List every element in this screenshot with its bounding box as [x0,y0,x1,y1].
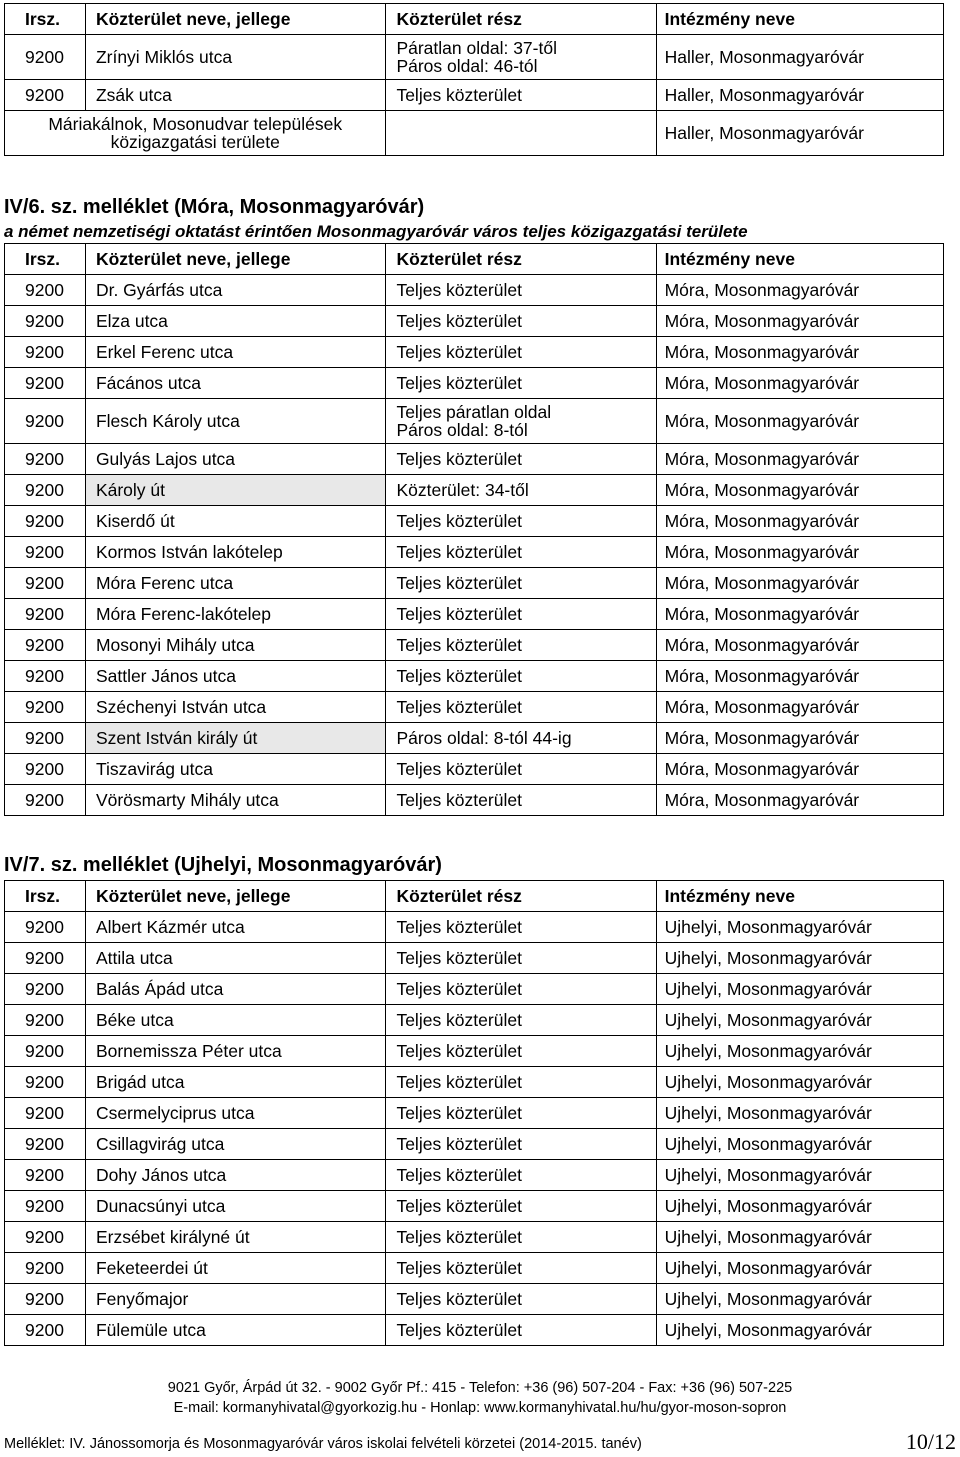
cell-street: Vörösmarty Mihály utca [85,785,386,816]
column-header: Intézmény neve [656,881,943,912]
cell-institution: Móra, Mosonmagyaróvár [656,306,943,337]
cell-street: Flesch Károly utca [85,399,386,444]
table-row [5,306,944,337]
cell-institution: Ujhelyi, Mosonmagyaróvár [656,1284,943,1315]
cell-irsz: 9200 [5,35,86,80]
table-row [5,1067,944,1098]
cell-part-line: Páros oldal: 8-tól [396,420,528,440]
cell-part: Teljes közterület [386,1005,656,1036]
cell-part [386,35,656,80]
column-header: Irsz. [5,244,86,275]
cell-institution: Haller, Mosonmagyaróvár [656,80,943,111]
cell-part: Teljes közterület [386,630,656,661]
cell-institution: Móra, Mosonmagyaróvár [656,630,943,661]
cell-part: Teljes közterület [386,80,656,111]
cell-street [5,111,386,156]
cell-irsz: 9200 [5,723,86,754]
cell-part: Teljes közterület [386,785,656,816]
cell-institution: Ujhelyi, Mosonmagyaróvár [656,912,943,943]
cell-irsz: 9200 [5,568,86,599]
table-row [5,506,944,537]
column-header: Irsz. [5,4,86,35]
column-header: Irsz. [5,881,86,912]
cell-institution: Ujhelyi, Mosonmagyaróvár [656,1067,943,1098]
table-row [5,1036,944,1067]
cell-street: Attila utca [85,943,386,974]
cell-street: Sattler János utca [85,661,386,692]
cell-institution: Ujhelyi, Mosonmagyaróvár [656,1315,943,1346]
table-header-row [5,244,944,275]
column-header: Közterület neve, jellege [85,881,386,912]
cell-institution: Móra, Mosonmagyaróvár [656,275,943,306]
cell-part-line: Teljes páratlan oldal [396,402,552,422]
section-subtitle-mora: a német nemzetiségi oktatást érintően Mosonmagyaróvár város teljes közigazgatási területe [4,222,748,241]
cell-street: Erkel Ferenc utca [85,337,386,368]
table-row [5,80,944,111]
cell-street: Dr. Gyárfás utca [85,275,386,306]
cell-irsz: 9200 [5,1191,86,1222]
column-header: Intézmény neve [656,4,943,35]
cell-part-line: Páros oldal: 46-tól [396,56,538,76]
table-row [5,1160,944,1191]
cell-irsz: 9200 [5,475,86,506]
cell-institution: Móra, Mosonmagyaróvár [656,661,943,692]
cell-irsz: 9200 [5,506,86,537]
cell-street: Dohy János utca [85,1160,386,1191]
cell-institution: Ujhelyi, Mosonmagyaróvár [656,1098,943,1129]
cell-part: Teljes közterület [386,1315,656,1346]
cell-irsz: 9200 [5,912,86,943]
cell-part: Teljes közterület [386,912,656,943]
cell-street: Csermelyciprus utca [85,1098,386,1129]
cell-street: Móra Ferenc utca [85,568,386,599]
cell-institution: Ujhelyi, Mosonmagyaróvár [656,1253,943,1284]
column-header: Intézmény neve [656,244,943,275]
cell-street: Móra Ferenc-lakótelep [85,599,386,630]
table-row [5,537,944,568]
cell-institution: Móra, Mosonmagyaróvár [656,337,943,368]
table-row [5,912,944,943]
column-header: Közterület rész [386,881,656,912]
cell-irsz: 9200 [5,599,86,630]
table-row [5,1129,944,1160]
cell-part: Teljes közterület [386,692,656,723]
cell-part-line: Páratlan oldal: 37-től [396,38,557,58]
cell-part: Teljes közterület [386,1067,656,1098]
table-row [5,111,944,156]
table-row [5,399,944,444]
cell-institution: Móra, Mosonmagyaróvár [656,475,943,506]
cell-irsz: 9200 [5,1222,86,1253]
cell-street: Csillagvirág utca [85,1129,386,1160]
table-row [5,275,944,306]
cell-irsz: 9200 [5,368,86,399]
table-row [5,475,944,506]
cell-irsz: 9200 [5,337,86,368]
cell-part [386,111,656,156]
cell-part: Teljes közterület [386,275,656,306]
cell-institution: Ujhelyi, Mosonmagyaróvár [656,1129,943,1160]
cell-street: Bornemissza Péter utca [85,1036,386,1067]
cell-part: Teljes közterület [386,1284,656,1315]
cell-part: Teljes közterület [386,1036,656,1067]
cell-street: Balás Ápád utca [85,974,386,1005]
cell-institution: Móra, Mosonmagyaróvár [656,785,943,816]
cell-irsz: 9200 [5,1036,86,1067]
cell-street-line: Máriakálnok, Mosonudvar települések [48,114,343,134]
table-row [5,337,944,368]
cell-institution: Móra, Mosonmagyaróvár [656,599,943,630]
cell-street: Béke utca [85,1005,386,1036]
cell-street: Feketeerdei út [85,1253,386,1284]
table-row [5,785,944,816]
cell-street: Károly út [85,475,386,506]
table-row [5,368,944,399]
cell-part: Teljes közterület [386,506,656,537]
cell-institution: Móra, Mosonmagyaróvár [656,537,943,568]
cell-part: Teljes közterület [386,943,656,974]
cell-institution: Haller, Mosonmagyaróvár [656,35,943,80]
cell-part: Teljes közterület [386,1129,656,1160]
column-header: Közterület neve, jellege [85,4,386,35]
table-row [5,1005,944,1036]
cell-institution: Móra, Mosonmagyaróvár [656,723,943,754]
cell-institution: Móra, Mosonmagyaróvár [656,692,943,723]
cell-irsz: 9200 [5,1005,86,1036]
cell-street: Fülemüle utca [85,1315,386,1346]
table-row [5,723,944,754]
section-title-mora: IV/6. sz. melléklet (Móra, Mosonmagyaróvár) [4,196,425,218]
cell-irsz: 9200 [5,1098,86,1129]
cell-street: Zrínyi Miklós utca [85,35,386,80]
footer-attachment: Melléklet: IV. Jánossomorja és Mosonmagyaróvár város iskolai felvételi körzetei (2014-2015. tanév) [4,1436,642,1452]
cell-institution: Ujhelyi, Mosonmagyaróvár [656,1191,943,1222]
footer-address: 9021 Győr, Árpád út 32. - 9002 Győr Pf.: 415 - Telefon: +36 (96) 507-204 - Fax: +36 (96) 507-225 [167,1380,793,1396]
table-row [5,943,944,974]
table-row [5,35,944,80]
cell-institution: Móra, Mosonmagyaróvár [656,368,943,399]
cell-street: Fácános utca [85,368,386,399]
cell-institution: Ujhelyi, Mosonmagyaróvár [656,974,943,1005]
table-row [5,1191,944,1222]
cell-part: Teljes közterület [386,337,656,368]
cell-part: Teljes közterület [386,568,656,599]
cell-irsz: 9200 [5,943,86,974]
cell-street: Brigád utca [85,1067,386,1098]
cell-part: Teljes közterület [386,1222,656,1253]
cell-part [386,399,656,444]
table-row [5,1222,944,1253]
table-row [5,1284,944,1315]
section-title-ujhelyi: IV/7. sz. melléklet (Ujhelyi, Mosonmagyaróvár) [4,854,442,876]
cell-institution: Ujhelyi, Mosonmagyaróvár [656,943,943,974]
cell-part: Páros oldal: 8-tól 44-ig [386,723,656,754]
table-row [5,1315,944,1346]
table-ujhelyi [4,880,944,1346]
cell-institution: Móra, Mosonmagyaróvár [656,506,943,537]
cell-irsz: 9200 [5,630,86,661]
table-row [5,1253,944,1284]
cell-irsz: 9200 [5,754,86,785]
cell-institution: Móra, Mosonmagyaróvár [656,568,943,599]
cell-street: Fenyőmajor [85,1284,386,1315]
table-row [5,630,944,661]
cell-irsz: 9200 [5,537,86,568]
table-row [5,1098,944,1129]
cell-street: Tiszavirág utca [85,754,386,785]
table-row [5,754,944,785]
cell-institution: Móra, Mosonmagyaróvár [656,399,943,444]
table-top [4,3,944,156]
table-row [5,974,944,1005]
cell-irsz: 9200 [5,661,86,692]
cell-street: Kormos István lakótelep [85,537,386,568]
cell-street: Kiserdő út [85,506,386,537]
cell-part: Teljes közterület [386,754,656,785]
column-header: Közterület rész [386,244,656,275]
cell-part: Teljes közterület [386,661,656,692]
cell-institution: Haller, Mosonmagyaróvár [656,111,943,156]
cell-irsz: 9200 [5,1067,86,1098]
page-number: 10/12 [905,1429,956,1454]
cell-part: Teljes közterület [386,599,656,630]
table-row [5,599,944,630]
cell-irsz: 9200 [5,785,86,816]
cell-street: Gulyás Lajos utca [85,444,386,475]
cell-part: Teljes közterület [386,1191,656,1222]
cell-part: Teljes közterület [386,306,656,337]
cell-part: Közterület: 34-től [386,475,656,506]
cell-part: Teljes közterület [386,368,656,399]
column-header: Közterület neve, jellege [85,244,386,275]
cell-institution: Ujhelyi, Mosonmagyaróvár [656,1222,943,1253]
column-header: Közterület rész [386,4,656,35]
cell-irsz: 9200 [5,974,86,1005]
table-row [5,568,944,599]
cell-street: Erzsébet királyné út [85,1222,386,1253]
cell-irsz: 9200 [5,692,86,723]
cell-irsz: 9200 [5,1253,86,1284]
cell-institution: Ujhelyi, Mosonmagyaróvár [656,1160,943,1191]
cell-irsz: 9200 [5,306,86,337]
table-row [5,661,944,692]
cell-irsz: 9200 [5,1315,86,1346]
cell-street: Albert Kázmér utca [85,912,386,943]
cell-institution: Móra, Mosonmagyaróvár [656,444,943,475]
table-row [5,444,944,475]
table-mora [4,243,944,816]
cell-street-line: közigazgatási területe [110,132,280,152]
table-header-row [5,881,944,912]
cell-irsz: 9200 [5,1284,86,1315]
cell-irsz: 9200 [5,399,86,444]
cell-street: Elza utca [85,306,386,337]
table-header-row [5,4,944,35]
cell-irsz: 9200 [5,444,86,475]
cell-irsz: 9200 [5,1160,86,1191]
cell-institution: Ujhelyi, Mosonmagyaróvár [656,1005,943,1036]
cell-street: Mosonyi Mihály utca [85,630,386,661]
footer-contact: E-mail: kormanyhivatal@gyorkozig.hu - Honlap: www.kormanyhivatal.hu/hu/gyor-moson-sopron [173,1400,787,1416]
cell-institution: Móra, Mosonmagyaróvár [656,754,943,785]
cell-part: Teljes közterület [386,537,656,568]
cell-street: Szent István király út [85,723,386,754]
cell-street: Zsák utca [85,80,386,111]
cell-street: Dunacsúnyi utca [85,1191,386,1222]
cell-part: Teljes közterület [386,1098,656,1129]
cell-irsz: 9200 [5,80,86,111]
cell-part: Teljes közterület [386,1160,656,1191]
cell-irsz: 9200 [5,1129,86,1160]
cell-part: Teljes közterület [386,1253,656,1284]
table-row [5,692,944,723]
cell-part: Teljes közterület [386,974,656,1005]
cell-street: Széchenyi István utca [85,692,386,723]
cell-irsz: 9200 [5,275,86,306]
cell-part: Teljes közterület [386,444,656,475]
cell-institution: Ujhelyi, Mosonmagyaróvár [656,1036,943,1067]
